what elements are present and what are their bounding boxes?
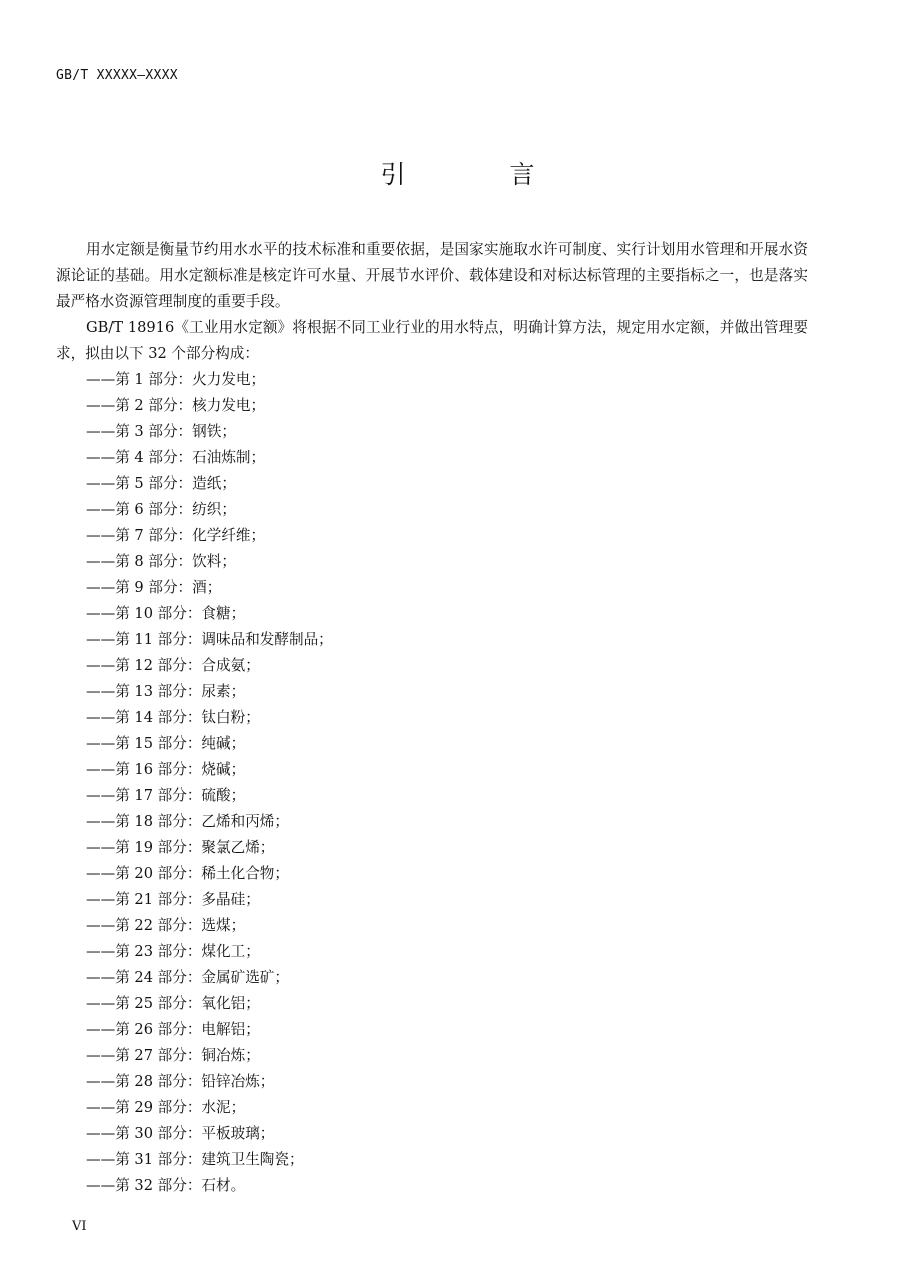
list-item: ——第 2 部分：核力发电；: [86, 397, 266, 414]
list-item: ——第 6 部分：纺织；: [86, 501, 236, 518]
list-item: ——第 31 部分：建筑卫生陶瓷；: [86, 1151, 304, 1168]
list-item: ——第 18 部分：乙烯和丙烯；: [86, 813, 289, 830]
list-item: ——第 29 部分：水泥；: [86, 1099, 246, 1116]
page-number: VI: [72, 1219, 87, 1234]
list-item: ——第 25 部分：氧化铝；: [86, 995, 260, 1012]
list-item: ——第 3 部分：钢铁；: [86, 423, 236, 440]
intro-paragraph: 用水定额是衡量节约用水水平的技术标准和重要依据，是国家实施取水许可制度、实行计划用水管理和开展水资源论证的基础。用水定额标准是核定许可水量、开展节水评价、载体建设和对标达标管理的主要指标之一，也是落实最严格水资源管理制度的重要手段。: [56, 241, 808, 310]
list-item: ——第 32 部分：石材。: [86, 1177, 246, 1194]
list-item: ——第 8 部分：饮料；: [86, 553, 236, 570]
list-item: ——第 30 部分：平板玻璃；: [86, 1125, 275, 1142]
page-title: 引 言: [380, 160, 583, 189]
list-item: ——第 20 部分：稀土化合物；: [86, 865, 289, 882]
list-item: ——第 5 部分：造纸；: [86, 475, 236, 492]
document-code: GB/T XXXXX—XXXX: [56, 68, 178, 83]
list-item: ——第 27 部分：铜冶炼；: [86, 1047, 260, 1064]
list-item: ——第 23 部分：煤化工；: [86, 943, 260, 960]
list-item: ——第 12 部分：合成氨；: [86, 657, 260, 674]
list-item: ——第 4 部分：石油炼制；: [86, 449, 266, 466]
list-item: ——第 17 部分：硫酸；: [86, 787, 246, 804]
list-item: ——第 13 部分：尿素；: [86, 683, 246, 700]
structure-paragraph: GB/T 18916《工业用水定额》将根据不同工业行业的用水特点，明确计算方法，规定用水定额，并做出管理要求，拟由以下 32 个部分构成：: [56, 319, 808, 362]
list-item: ——第 26 部分：电解铝；: [86, 1021, 260, 1038]
list-item: ——第 14 部分：钛白粉；: [86, 709, 260, 726]
parts-list: [56, 367, 808, 1199]
list-item: ——第 22 部分：选煤；: [86, 917, 246, 934]
list-item: ——第 9 部分：酒；: [86, 579, 222, 596]
list-item: ——第 10 部分：食糖；: [86, 605, 246, 622]
document-body: [56, 237, 808, 1199]
list-item: ——第 1 部分：火力发电；: [86, 371, 266, 388]
list-item: ——第 11 部分：调味品和发酵制品；: [86, 631, 333, 648]
list-item: ——第 21 部分：多晶硅；: [86, 891, 260, 908]
list-item: ——第 28 部分：铅锌冶炼；: [86, 1073, 275, 1090]
list-item: ——第 15 部分：纯碱；: [86, 735, 246, 752]
list-item: ——第 24 部分：金属矿选矿；: [86, 969, 289, 986]
list-item: ——第 7 部分：化学纤维；: [86, 527, 266, 544]
list-item: ——第 16 部分：烧碱；: [86, 761, 246, 778]
list-item: ——第 19 部分：聚氯乙烯；: [86, 839, 275, 856]
